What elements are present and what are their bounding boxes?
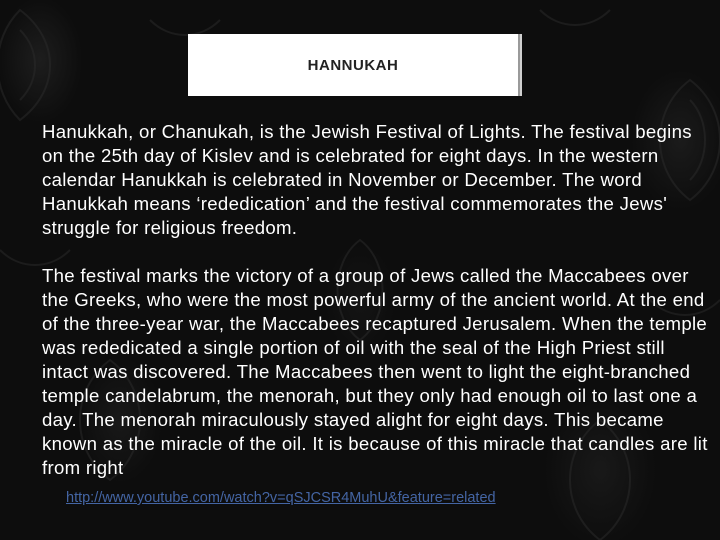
- slide-body: [42, 120, 710, 480]
- paragraph-1: Hanukkah, or Chanukah, is the Jewish Festival of Lights. The festival begins on the 25th day of Kislev and is celebrated for eight days. In the western calendar Hanukkah is celebrated in November or December. The word Hanukkah means ‘rededication’ and the festival commemorates the Jews' struggle for religious freedom.: [42, 121, 692, 238]
- slide-title: HANNUKAH: [307, 56, 399, 74]
- paragraph-2: The festival marks the victory of a group of Jews called the Maccabees over the Greeks, who were the most powerful army of the ancient world. At the end of the three-year war, the Maccabees recaptured Jerusalem. When the temple was rededicated a single portion of oil with the seal of the High Priest still intact was discovered. The Maccabees then went to light the eight-branched temple candelabrum, the menorah, but they only had enough oil to last one a day. The menorah miraculously stayed alight for eight days. This became known as the miracle of the oil. It is because of this miracle that candles are lit from right: [42, 265, 708, 478]
- title-box: [188, 34, 520, 96]
- youtube-link[interactable]: http://www.youtube.com/watch?v=qSJCSR4MuhU&feature=related: [66, 490, 496, 506]
